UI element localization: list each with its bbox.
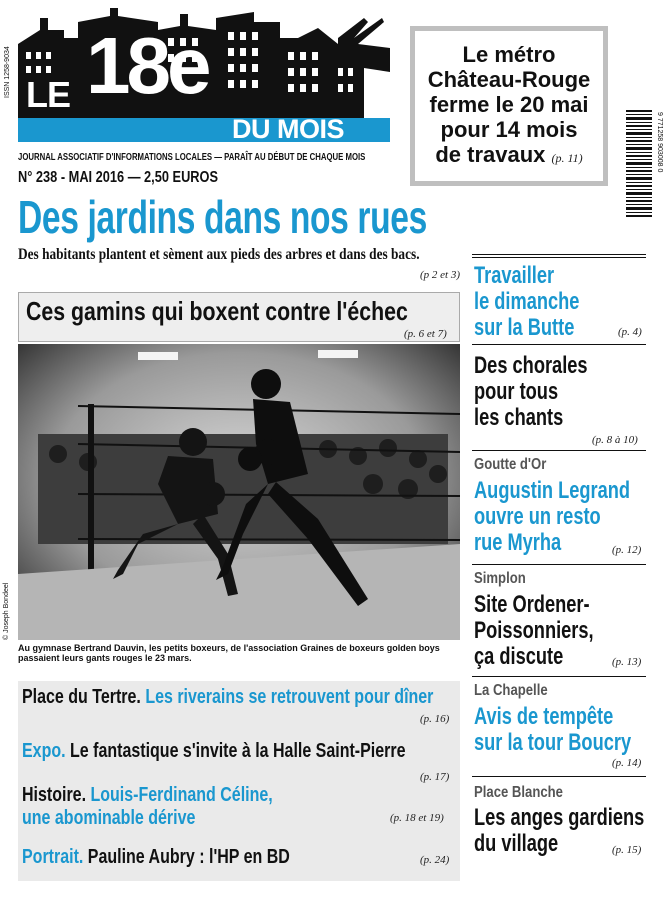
teaser-text: une abominable dérive	[22, 807, 196, 829]
metro-line: Château-Rouge	[427, 67, 591, 92]
teaser-label: Histoire.	[22, 784, 87, 806]
right-teaser[interactable]: Augustin Legrand ouvre un resto rue Myrha	[474, 477, 631, 556]
logo-du-mois: DU MOIS	[232, 114, 345, 144]
boxing-photo[interactable]	[18, 344, 460, 640]
logo-number: 18e	[86, 21, 208, 110]
page-ref: (p. 18 et 19)	[390, 812, 444, 824]
column-rule	[472, 776, 646, 777]
barcode	[626, 110, 656, 220]
teaser-label: Place du Tertre.	[22, 686, 141, 708]
column-rule	[472, 564, 646, 565]
photo-caption: Au gymnase Bertrand Dauvin, les petits boxeurs, de l'association Graines de boxeurs golden boys passaient leurs gants rouges le 23 mars.	[18, 643, 440, 663]
column-rule	[472, 344, 646, 345]
page-ref: (p. 6 et 7)	[404, 328, 447, 340]
metro-line: de travaux (p. 11)	[435, 142, 583, 167]
tagline: JOURNAL ASSOCIATIF D'INFORMATIONS LOCALES — PARAÎT AU DÉBUT DE CHAQUE MOIS	[18, 151, 366, 163]
metro-text	[418, 42, 600, 171]
right-teaser[interactable]: Des chorales pour tous les chants	[474, 352, 588, 431]
teaser-label: Expo.	[22, 740, 66, 762]
metro-line: pour 14 mois	[440, 117, 578, 142]
teaser-text: Pauline Aubry : l'HP en BD	[87, 846, 290, 868]
section-label: Goutte d'Or	[474, 456, 547, 473]
column-rule	[472, 450, 646, 451]
feature-title[interactable]: Ces gamins qui boxent contre l'échec	[26, 296, 408, 326]
issn: ISSN 1258-9034	[4, 46, 11, 98]
teaser-text: Louis-Ferdinand Céline,	[90, 784, 273, 806]
page-ref: (p. 12)	[612, 544, 642, 556]
teaser-item[interactable]	[22, 740, 406, 763]
section-label: Place Blanche	[474, 784, 563, 801]
right-teaser[interactable]: Site Ordener- Poissonniers, ça discute	[474, 591, 594, 670]
right-teaser[interactable]: Les anges gardiens du village	[474, 804, 645, 857]
teaser-item[interactable]	[22, 686, 433, 709]
page-ref: (p. 16)	[420, 713, 450, 725]
column-rule	[472, 254, 646, 260]
teaser-item[interactable]	[22, 784, 273, 830]
page-ref: (p 2 et 3)	[420, 269, 461, 281]
column-rule	[472, 676, 646, 677]
metro-line: Le métro	[462, 42, 556, 67]
page-ref: (p. 24)	[420, 854, 450, 866]
metro-line: ferme le 20 mai	[429, 92, 589, 117]
headline[interactable]: Des jardins dans nos rues	[18, 191, 427, 243]
issue-info: N° 238 - MAI 2016 — 2,50 EUROS	[18, 169, 219, 186]
teaser-text: Les riverains se retrouvent pour dîner	[145, 686, 434, 708]
page-ref: (p. 17)	[420, 771, 450, 783]
subheadline: Des habitants plantent et sèment aux pieds des arbres et dans des bacs.	[18, 246, 420, 263]
right-teaser[interactable]: Avis de tempête sur la tour Boucry	[474, 703, 632, 756]
page-ref: (p. 8 à 10)	[592, 434, 638, 446]
page-ref: (p. 4)	[618, 326, 642, 338]
page-ref: (p. 14)	[612, 757, 642, 769]
teaser-label: Portrait.	[22, 846, 84, 868]
teaser-text: Le fantastique s'invite à la Halle Saint-Pierre	[70, 740, 406, 762]
photo-credit: © Joseph Bondeel	[3, 582, 10, 640]
page-ref: (p. 15)	[612, 844, 642, 856]
teaser-item[interactable]	[22, 846, 290, 869]
right-teaser[interactable]: Travailler le dimanche sur la Butte	[474, 262, 580, 341]
logo-le: LE	[26, 74, 71, 115]
page-ref: (p. 11)	[551, 151, 583, 165]
section-label: Simplon	[474, 570, 526, 587]
barcode-digits: 9 771258 903008 0	[656, 112, 663, 173]
section-label: La Chapelle	[474, 682, 548, 699]
page-ref: (p. 13)	[612, 656, 642, 668]
